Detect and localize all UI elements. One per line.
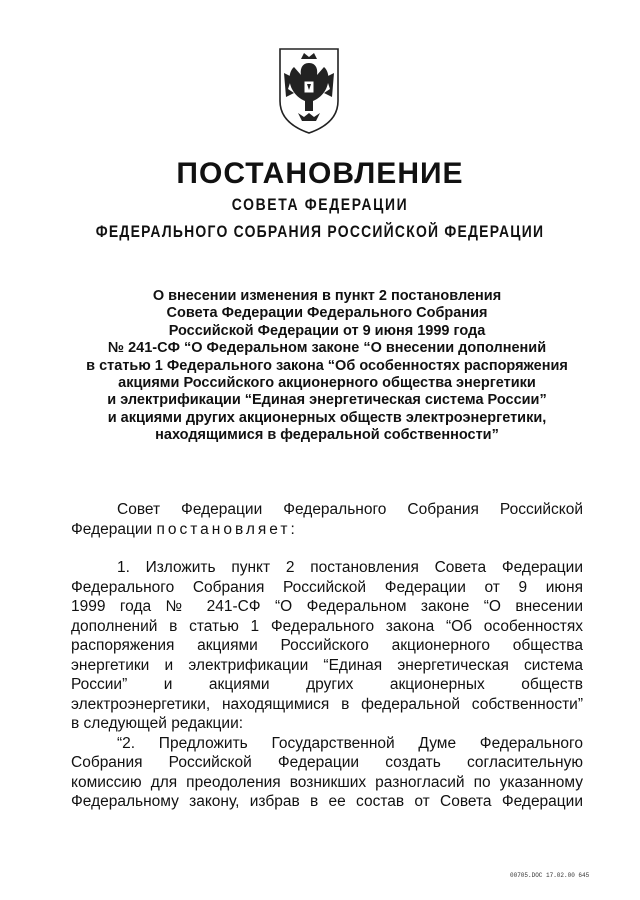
paragraph1-line: 1. Изложить пункт 2 постановления Совета Федерации (117, 559, 583, 576)
paragraph2-line: Собрания Российской Федерации создать согласительную (71, 754, 583, 771)
heading-line: Совета Федерации Федерального Собрания (166, 305, 488, 322)
paragraph1-line: Федерального Собрания Российской Федерации от 9 июня (71, 578, 583, 596)
paragraph2-line: “2. Предложить Государственной Думе Федерального (117, 734, 583, 752)
preamble-text: Федерации (71, 520, 157, 538)
heading-line: № 241-СФ “О Федеральном законе “О внесении дополнений (107, 340, 547, 357)
document-body (71, 500, 583, 812)
heading-line: акциями Российского акционерного общества энергетики (118, 375, 536, 392)
paragraph1-line: 1999 года № 241-СФ “О Федеральном законе “О внесении (71, 598, 583, 615)
paragraph2-line: комиссию для преодоления возникших разногласий по указанному (71, 773, 583, 791)
paragraph1-line: энергетики и электрификации “Единая энергетическая система (71, 656, 583, 674)
paragraph1-line: в следующей редакции: (71, 715, 244, 732)
preamble-line: Совет Федерации Федерального Собрания Российской (117, 501, 583, 518)
paragraph2-line: Федеральному закону, избрав в ее состав от Совета Федерации (71, 793, 583, 810)
coat-of-arms-emblem (274, 43, 344, 135)
heading-line: в статью 1 Федерального закона “Об особенностях распоряжения (86, 357, 568, 374)
heading-line: О внесении изменения в пункт 2 постановления (152, 288, 502, 304)
preamble-line (71, 520, 583, 540)
heading-line: находящимися в федеральной собственности” (155, 427, 499, 444)
paragraph1-line: дополнений в статью 1 Федерального закона “Об особенностях (71, 617, 583, 635)
document-subtitle-line1: СОВЕТА ФЕДЕРАЦИИ (231, 195, 409, 214)
paragraph1-line: распоряжения акциями Российского акционерного общества (71, 637, 583, 654)
file-reference-footer: 00705.DOC 17.02.00 645 (510, 872, 590, 879)
paragraph1-line: России” и акциями других акционерных обществ (71, 676, 583, 693)
document-subtitle-line2: ФЕДЕРАЛЬНОГО СОБРАНИЯ РОССИЙСКОЙ ФЕДЕРАЦИИ (95, 222, 545, 241)
document-title: ПОСТАНОВЛЕНИЕ (176, 157, 464, 190)
resolution-heading (60, 288, 594, 445)
heading-line: и электрификации “Единая энергетическая система России” (107, 392, 547, 409)
heading-line: и акциями других акционерных обществ электроэнергетики, (107, 409, 547, 426)
paragraph-gap (71, 539, 583, 558)
paragraph1-line: электроэнергетики, находящимися в федеральной собственности” (71, 695, 583, 713)
preamble-decree-word: постановляет: (156, 520, 298, 538)
heading-line: Российской Федерации от 9 июня 1999 года (168, 322, 486, 339)
